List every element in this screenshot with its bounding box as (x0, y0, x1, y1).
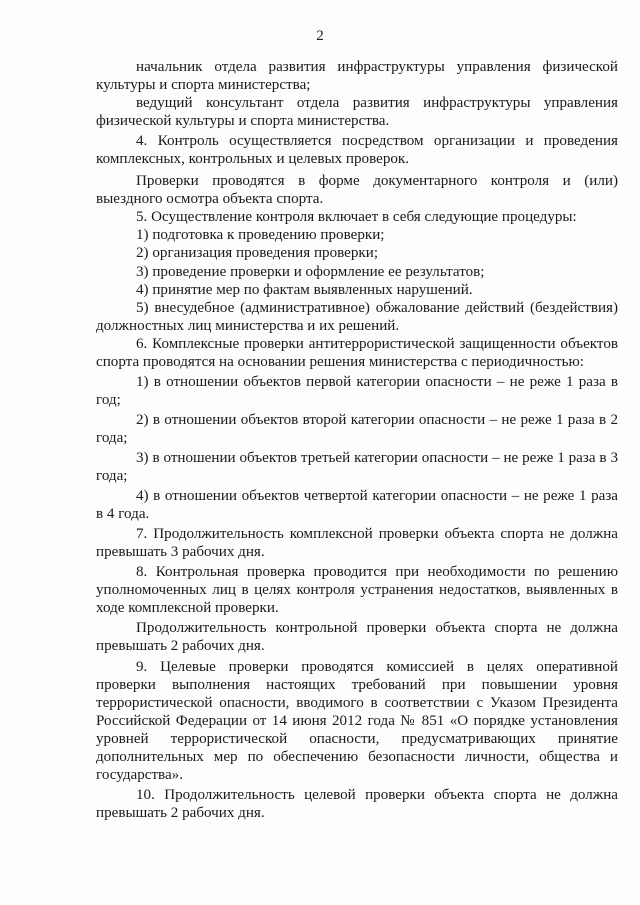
list-item: 2) в отношении объектов второй категории опасности – не реже 1 раза в 2 года; (96, 411, 618, 446)
list-item: 4) принятие мер по фактам выявленных нарушений. (136, 281, 473, 298)
list-item: 2) организация проведения проверки; (136, 245, 379, 262)
paragraph: 10. Продолжительность целевой проверки объекта спорта не должна превышать 2 рабочих дня. (96, 786, 618, 821)
paragraph: 4. Контроль осуществляется посредством организации и проведения комплексных, контрольных и целевых проверок. (96, 133, 618, 168)
list-item: 3) проведение проверки и оформление ее результатов; (136, 263, 485, 280)
paragraph: ведущий консультант отдела развития инфраструктуры управления физической культуры и спорта министерства. (96, 95, 618, 130)
list-item: 4) в отношении объектов четвертой категории опасности – не реже 1 раза в 4 года. (96, 488, 618, 523)
paragraph: начальник отдела развития инфраструктуры управления физической культуры и спорта министерства; (96, 59, 618, 94)
list-item: 1) подготовка к проведению проверки; (136, 227, 385, 244)
paragraph: Проверки проводятся в форме документарного контроля и (или) выездного осмотра объекта спорта. (96, 173, 618, 208)
paragraph: 8. Контрольная проверка проводится при необходимости по решению уполномоченных лиц в целях контроля устранения недостатков, выявленных в ходе комплексной проверки. (96, 564, 618, 617)
paragraph: 9. Целевые проверки проводятся комиссией в целях оперативной проверки выполнения настоящих требований при повышении уровня террористической опасности, вводимого в соответствии с Указом Президента Российской Федерации от 14 июня 2012 года № 851 «О порядке установления уровней террористической опасности, предусматривающих принятие дополнительных мер по обеспечению безопасности личности, общества и государства». (96, 658, 618, 783)
list-item: 3) в отношении объектов третьей категории опасности – не реже 1 раза в 3 года; (96, 449, 618, 485)
paragraph: Продолжительность контрольной проверки объекта спорта не должна превышать 2 рабочих дня. (96, 620, 618, 655)
paragraph: 7. Продолжительность комплексной проверки объекта спорта не должна превышать 3 рабочих дня. (96, 526, 618, 561)
list-item: 1) в отношении объектов первой категории опасности – не реже 1 раза в год; (96, 373, 618, 408)
list-item: 5) внесудебное (административное) обжалование действий (бездействия) должностных лиц министерства и их решений. (96, 299, 618, 334)
paragraph: 5. Осуществление контроля включает в себя следующие процедуры: (136, 209, 577, 226)
document-body (96, 58, 618, 822)
page-number: 2 (316, 28, 324, 44)
paragraph: 6. Комплексные проверки антитеррористической защищенности объектов спорта проводятся на основании решения министерства с периодичностью: (96, 335, 618, 370)
